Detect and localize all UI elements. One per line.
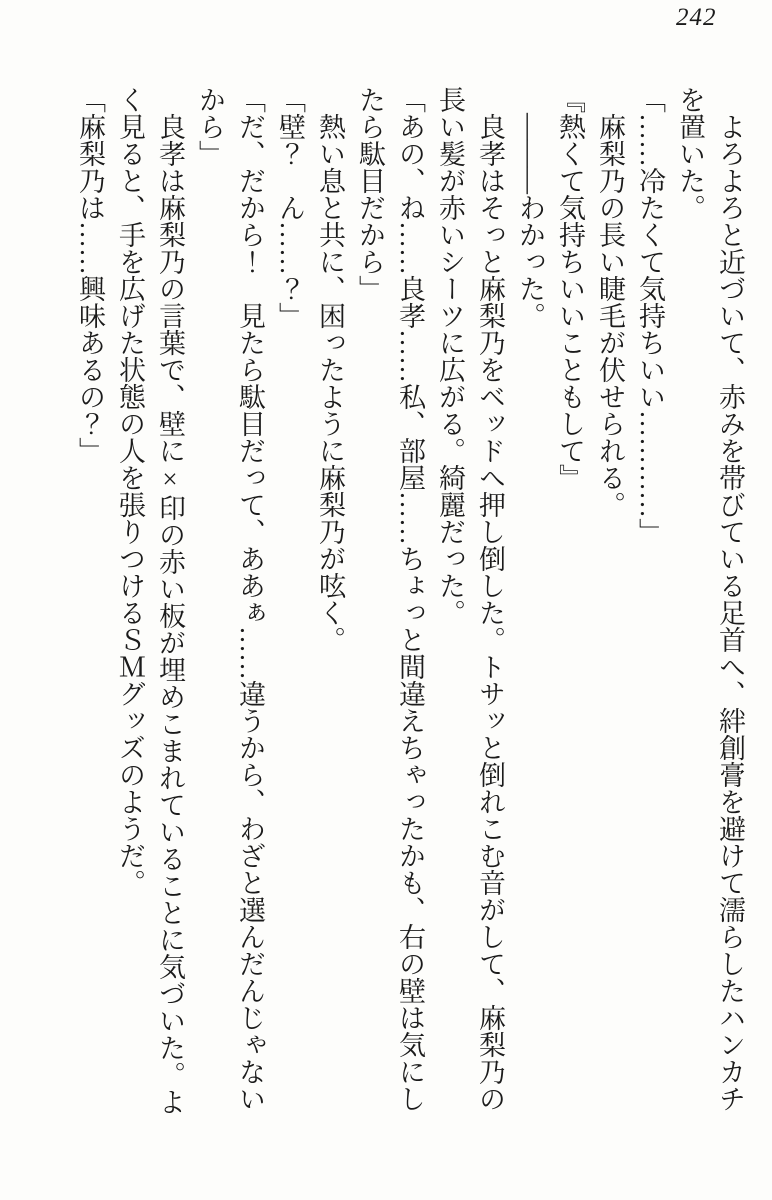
text-line: 長い髪が赤いシーツに広がる。綺麗だった。	[435, 86, 465, 626]
text-line: 「麻梨乃は……興味あるの？」	[75, 86, 105, 464]
text-line: 『熱くて気持ちいいこともして』	[555, 86, 585, 491]
text-line: 麻梨乃の長い睫毛が伏せられる。	[595, 86, 625, 518]
text-line: 「あの、ね……良孝……私、部屋……ちょっと間違えちゃったかも、右の壁は気にし	[395, 86, 425, 1112]
page-number: 242	[676, 4, 717, 31]
text-line: たら駄目だから」	[355, 86, 385, 302]
text-line: よろよろと近づいて、赤みを帯びている足首へ、絆創膏を避けて濡らしたハンカチ	[715, 86, 745, 1112]
text-line: 良孝は麻梨乃の言葉で、壁に×印の赤い板が埋めこまれていることに気づいた。よ	[155, 86, 185, 1115]
text-line: 「……冷たくて気持ちいい…………」	[635, 86, 665, 545]
text-line: を置いた。	[675, 86, 705, 221]
text-line: 熱い息と共に、困ったように麻梨乃が呟く。	[315, 86, 345, 653]
text-line: 良孝はそっと麻梨乃をベッドへ押し倒した。トサッと倒れこむ音がして、麻梨乃の	[475, 86, 505, 1112]
text-line: く見ると、手を広げた状態の人を張りつけるＳＭグッズのようだ。	[115, 86, 145, 896]
text-line: ―――わかった。	[515, 86, 545, 329]
text-line: から」	[195, 86, 225, 167]
text-line: 「だ、だから！ 見たら駄目だって、ああぁ……違うから、わざと選んだんじゃない	[235, 86, 265, 1112]
text-line: 「壁？ ん……？」	[275, 86, 305, 329]
novel-text-body	[70, 86, 750, 1126]
